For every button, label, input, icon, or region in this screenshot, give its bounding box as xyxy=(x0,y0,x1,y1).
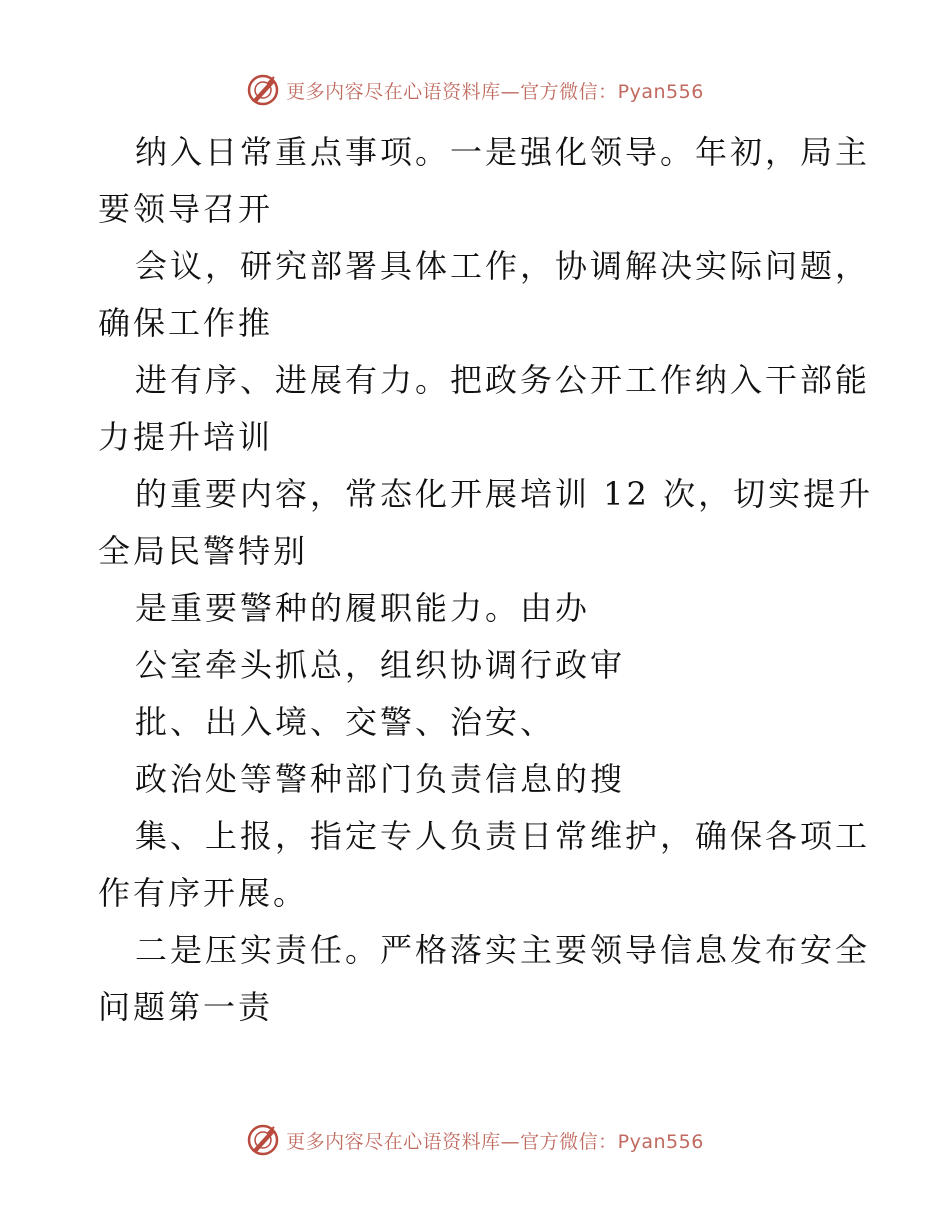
body-line: 要领导召开 xyxy=(98,190,274,228)
body-line: 集、上报，指定专人负责日常维护，确保各项工 xyxy=(135,817,871,855)
body-line: 进有序、进展有力。把政务公开工作纳入干部能 xyxy=(135,361,871,399)
body-line: 二是压实责任。严格落实主要领导信息发布安全 xyxy=(135,931,871,969)
body-line: 力提升培训 xyxy=(98,418,274,456)
body-line: 作有序开展。 xyxy=(98,874,309,912)
header-watermark xyxy=(0,70,950,110)
body-line: 全局民警特别 xyxy=(98,532,309,570)
body-line: 纳入日常重点事项。一是强化领导。年初，局主 xyxy=(135,133,871,171)
body-line: 是重要警种的履职能力。由办 xyxy=(135,589,591,627)
body-line: 政治处等警种部门负责信息的搜 xyxy=(135,760,626,798)
quill-pen-icon xyxy=(246,1123,280,1157)
body-line: 公室牵头抓总，组织协调行政审 xyxy=(135,646,626,684)
body-line: 批、出入境、交警、治安、 xyxy=(135,703,556,741)
watermark-text: 更多内容尽在心语资料库—官方微信：Pyan556 xyxy=(286,80,704,103)
quill-pen-icon xyxy=(246,73,280,107)
body-line: 的重要内容，常态化开展培训 12 次，切实提升 xyxy=(135,475,874,513)
watermark-text: 更多内容尽在心语资料库—官方微信：Pyan556 xyxy=(286,1130,704,1153)
document-body xyxy=(98,124,874,1036)
footer-watermark xyxy=(0,1120,950,1160)
body-line: 问题第一责 xyxy=(98,988,274,1026)
body-line: 确保工作推 xyxy=(98,304,274,342)
body-line: 会议，研究部署具体工作，协调解决实际问题， xyxy=(135,247,871,285)
